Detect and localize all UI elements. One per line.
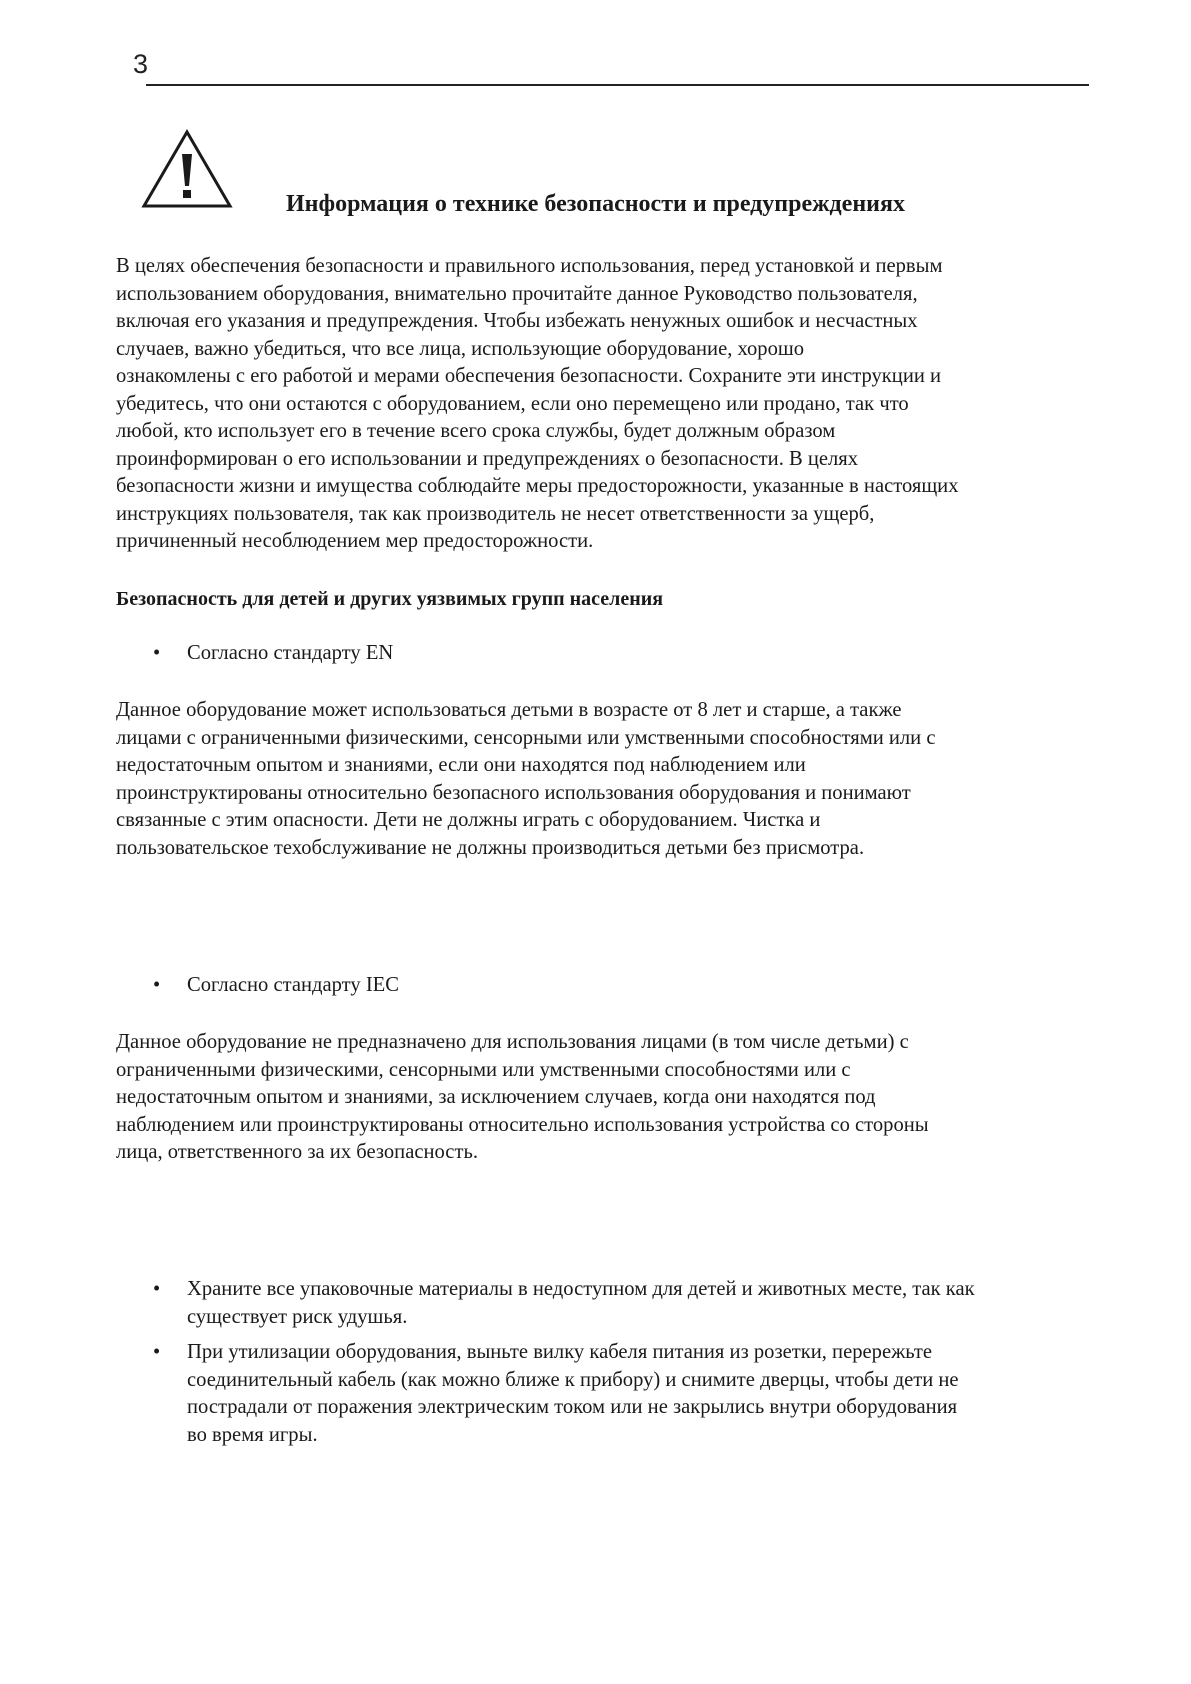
intro-line: случаев, важно убедиться, что все лица, использующие оборудование, хорошо bbox=[116, 337, 805, 360]
intro-line: ознакомлены с его работой и мерами обеспечения безопасности. Сохраните эти инструкции и bbox=[116, 365, 942, 387]
en-line: пользовательское техобслуживание не должны производиться детьми без присмотра. bbox=[116, 836, 865, 859]
iec-standard-paragraph bbox=[116, 1029, 929, 1167]
en-line: недостаточным опытом и знаниями, если они находятся под наблюдением или bbox=[116, 754, 806, 776]
en-line: Данное оборудование может использоваться детьми в возрасте от 8 лет и старше, а также bbox=[116, 699, 902, 721]
intro-line: использованием оборудования, внимательно прочитайте данное Руководство пользователя, bbox=[116, 282, 918, 305]
intro-line: безопасности жизни и имущества соблюдайте меры предосторожности, указанные в настоящих bbox=[116, 475, 959, 497]
page-title: Информация о технике безопасности и предупреждениях bbox=[286, 191, 905, 217]
section-heading: Безопасность для детей и других уязвимых групп населения bbox=[116, 588, 664, 610]
intro-line: убедитесь, что они остаются с оборудованием, если оно перемещено или продано, так что bbox=[116, 392, 909, 415]
en-standard-paragraph bbox=[116, 697, 936, 862]
packaging-line: Храните все упаковочные материалы в недоступном для детей и животных месте, так как bbox=[187, 1278, 975, 1300]
intro-line: причиненный несоблюдением мер предосторожности. bbox=[116, 530, 594, 552]
iec-line: наблюдением или проинструктированы относительно использования устройства со стороны bbox=[116, 1113, 929, 1136]
bullet-icon: • bbox=[153, 974, 161, 996]
bullet-icon: • bbox=[153, 642, 161, 664]
disposal-line: При утилизации оборудования, выньте вилку кабеля питания из розетки, перережьте bbox=[187, 1341, 933, 1363]
intro-line: любой, кто использует его в течение всего срока службы, будет должным образом bbox=[116, 420, 836, 442]
intro-paragraph bbox=[116, 253, 959, 556]
en-line: проинструктированы относительно безопасного использования оборудования и понимают bbox=[116, 781, 911, 804]
disposal-line: пострадали от поражения электрическим током или не закрылись внутри оборудования bbox=[187, 1396, 958, 1418]
intro-line: В целях обеспечения безопасности и правильного использования, перед установкой и первым bbox=[116, 255, 943, 277]
page-number: 3 bbox=[133, 49, 149, 79]
intro-line: включая его указания и предупреждения. Чтобы избежать ненужных ошибок и несчастных bbox=[116, 310, 918, 332]
bullet-label: Согласно стандарту EN bbox=[187, 642, 394, 664]
iec-line: ограниченными физическими, сенсорными или умственными способностями или с bbox=[116, 1058, 851, 1081]
bullet-label: Согласно стандарту IEC bbox=[187, 974, 400, 996]
bullet-icon: • bbox=[153, 1278, 161, 1300]
warning-triangle-icon bbox=[140, 128, 234, 212]
packaging-line: существует риск удушья. bbox=[187, 1305, 408, 1328]
en-line: лицами с ограниченными физическими, сенсорными или умственными способностями или с bbox=[116, 726, 936, 749]
en-line: связанные с этим опасности. Дети не должны играть с оборудованием. Чистка и bbox=[116, 809, 821, 831]
intro-line: инструкциях пользователя, так как производитель не несет ответственности за ущерб, bbox=[116, 502, 875, 525]
bullet-icon: • bbox=[153, 1341, 161, 1363]
iec-line: лица, ответственного за их безопасность. bbox=[116, 1141, 478, 1163]
header-rule bbox=[146, 84, 1089, 86]
disposal-line: во время игры. bbox=[187, 1423, 318, 1446]
iec-line: Данное оборудование не предназначено для использования лицами (в том числе детьми) с bbox=[116, 1031, 909, 1053]
disposal-line: соединительный кабель (как можно ближе к прибору) и снимите дверцы, чтобы дети не bbox=[187, 1368, 959, 1391]
intro-line: проинформирован о его использовании и предупреждениях о безопасности. В целях bbox=[116, 447, 859, 470]
iec-line: недостаточным опытом и знаниями, за исключением случаев, когда они находятся под bbox=[116, 1086, 876, 1108]
